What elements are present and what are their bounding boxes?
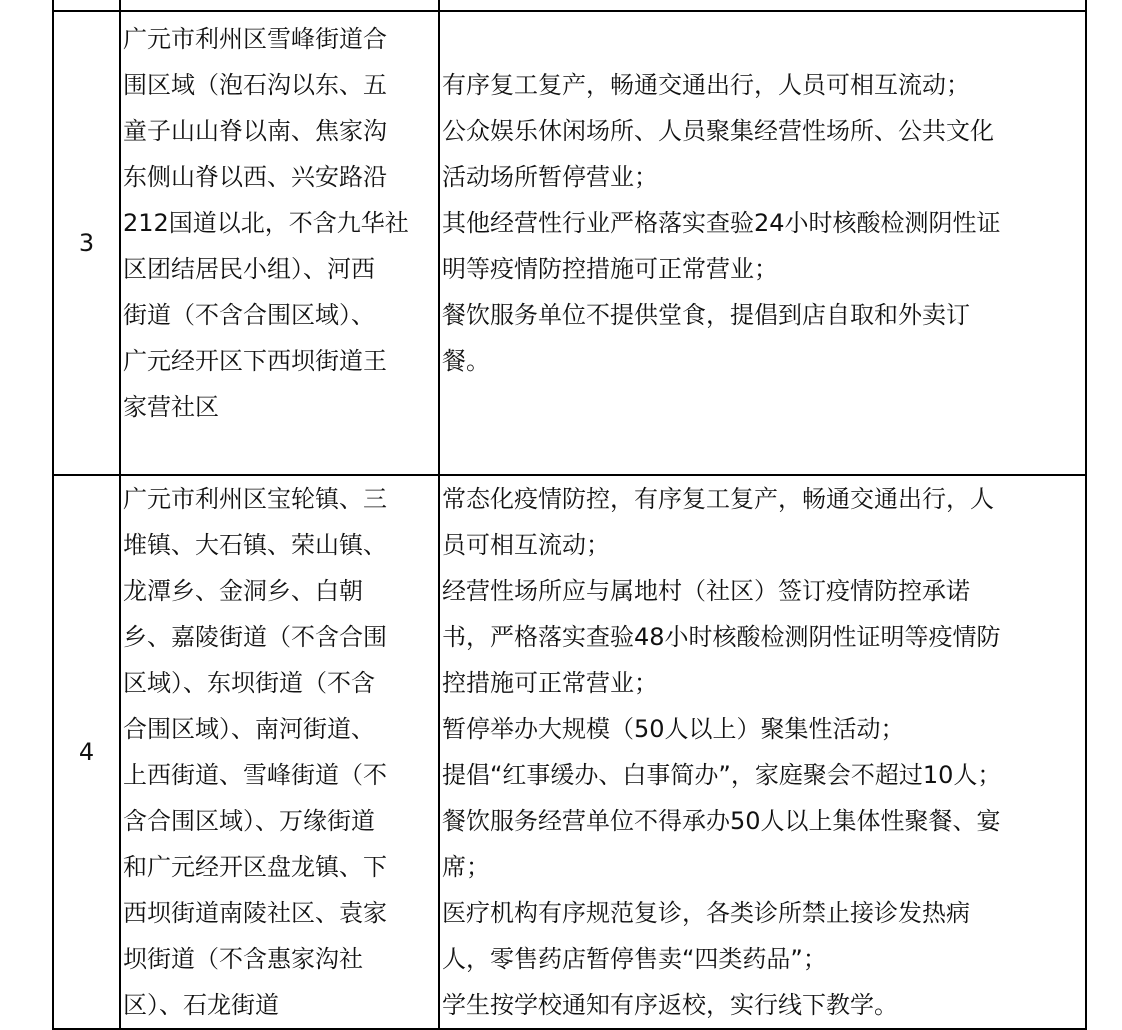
area-line: 和广元经开区盘龙镇、下	[123, 853, 387, 881]
measures-cell	[439, 475, 1086, 1029]
area-line: 区团结居民小组）、河西	[123, 255, 375, 283]
area-line: 家营社区	[123, 393, 219, 421]
measures-cell	[439, 11, 1086, 475]
row-number: 4	[53, 475, 120, 1029]
measure-line: 常态化疫情防控，有序复工复产，畅通交通出行，人	[442, 485, 994, 513]
measure-line: 餐饮服务经营单位不得承办50人以上集体性聚餐、宴	[442, 807, 1001, 835]
area-line: 东侧山脊以西、兴安路沿	[123, 163, 387, 191]
policy-table	[52, 0, 1087, 1030]
policy-table-container	[52, 0, 1085, 1030]
measure-line: 席；	[442, 853, 490, 881]
area-line: 乡、嘉陵街道（不含合围	[123, 623, 387, 651]
area-line: 212国道以北，不含九华社	[123, 209, 409, 237]
measure-line: 提倡“红事缓办、白事简办”，家庭聚会不超过10人；	[442, 761, 1002, 789]
measure-line: 明等疫情防控措施可正常营业；	[442, 255, 778, 283]
measure-line: 医疗机构有序规范复诊，各类诊所禁止接诊发热病	[442, 899, 970, 927]
area-line: 上西街道、雪峰街道（不	[123, 761, 387, 789]
empty-cell	[439, 0, 1086, 11]
measure-line: 控措施可正常营业；	[442, 669, 658, 697]
area-line: 龙潭乡、金洞乡、白朝	[123, 577, 363, 605]
area-line: 广元市利州区宝轮镇、三	[123, 485, 387, 513]
table-row	[53, 475, 1086, 1029]
table-row	[53, 11, 1086, 475]
area-line: 街道（不含合围区域）、	[123, 301, 375, 329]
area-line: 含合围区域）、万缘街道	[123, 807, 375, 835]
measure-line: 暂停举办大规模（50人以上）聚集性活动；	[442, 715, 905, 743]
area-line: 合围区域）、南河街道、	[123, 715, 375, 743]
measure-line: 公众娱乐休闲场所、人员聚集经营性场所、公共文化	[442, 117, 994, 145]
measure-line: 餐饮服务单位不提供堂食，提倡到店自取和外卖订	[442, 301, 970, 329]
measure-line: 学生按学校通知有序返校，实行线下教学。	[442, 991, 898, 1019]
row-number: 3	[53, 11, 120, 475]
measure-line: 活动场所暂停营业；	[442, 163, 658, 191]
empty-cell	[53, 0, 120, 11]
area-line: 区）、石龙街道	[123, 991, 279, 1019]
area-line: 广元经开区下西坝街道王	[123, 347, 387, 375]
measure-line: 其他经营性行业严格落实查验24小时核酸检测阴性证	[442, 209, 1001, 237]
area-line: 围区域（泡石沟以东、五	[123, 71, 387, 99]
area-cell	[120, 11, 439, 475]
area-line: 西坝街道南陵社区、袁家	[123, 899, 387, 927]
empty-cell	[120, 0, 439, 11]
measure-line: 书，严格落实查验48小时核酸检测阴性证明等疫情防	[442, 623, 1001, 651]
measure-line: 员可相互流动；	[442, 531, 610, 559]
area-line: 堆镇、大石镇、荣山镇、	[123, 531, 387, 559]
measure-line: 餐。	[442, 347, 490, 375]
area-line: 童子山山脊以南、焦家沟	[123, 117, 387, 145]
measure-line: 人，零售药店暂停售卖“四类药品”；	[442, 945, 827, 973]
table-row-previous-edge	[53, 0, 1086, 11]
measure-line: 有序复工复产，畅通交通出行，人员可相互流动；	[442, 71, 970, 99]
measure-line: 经营性场所应与属地村（社区）签订疫情防控承诺	[442, 577, 970, 605]
area-line: 坝街道（不含惠家沟社	[123, 945, 363, 973]
area-line: 区域）、东坝街道（不含	[123, 669, 375, 697]
area-cell	[120, 475, 439, 1029]
area-line: 广元市利州区雪峰街道合	[123, 25, 387, 53]
